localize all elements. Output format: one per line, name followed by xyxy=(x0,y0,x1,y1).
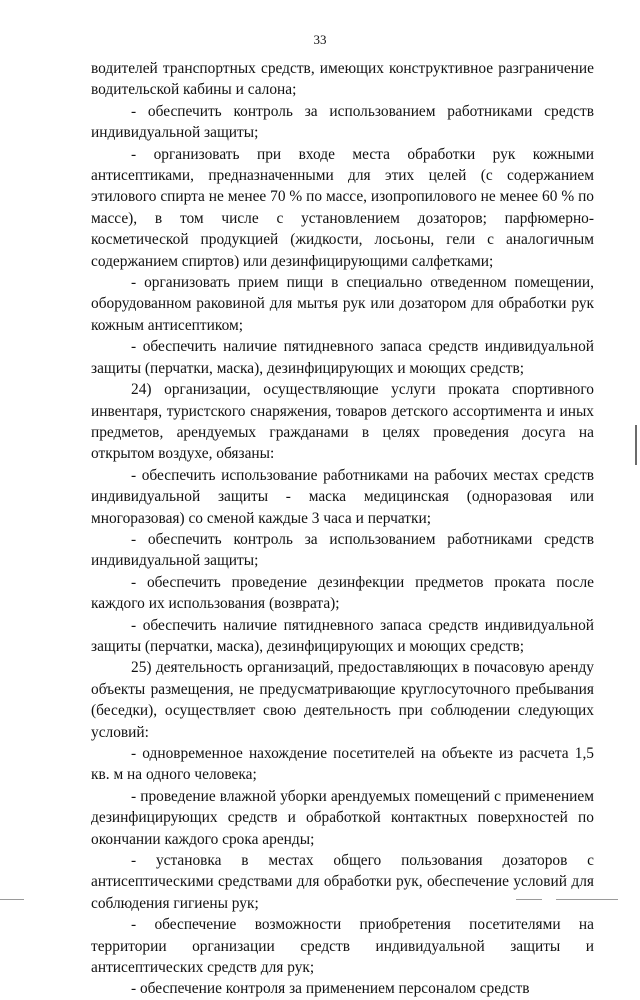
paragraph-1: водителей транспортных средств, имеющих конструктивное разграничение водительской кабины и салона; xyxy=(91,60,594,99)
paragraph-14: - установка в местах общего пользования дозаторов с антисептическими средствами для обработки рук, обеспечение условий для соблюдения гигиены рук; xyxy=(91,852,594,912)
paragraph-8: - обеспечить контроль за использованием работниками средств индивидуальной защиты; xyxy=(91,530,594,570)
paragraph-11: 25) деятельность организаций, предоставляющих в почасовую аренду объекты размещения, не предусматривающие круглосуточного пребывания (беседки), осуществляет свою деятельность при соблюдении следующих условий: xyxy=(91,659,594,741)
paragraph-2: - обеспечить контроль за использованием работниками средств индивидуальной защиты; xyxy=(91,102,594,142)
page-number: 33 xyxy=(313,32,327,47)
paragraph-13: - проведение влажной уборки арендуемых помещений с применением дезинфицирующих средств и обработкой контактных поверхностей по окончании каждого срока аренды; xyxy=(91,787,594,848)
paragraph-16: - обеспечение контроля за применением персоналом средств xyxy=(131,980,530,998)
paragraph-5: - обеспечить наличие пятидневного запаса средств индивидуальной защиты (перчатки, маска), дезинфицирующих и моющих средств; xyxy=(91,338,594,377)
paragraph-15: - обеспечение возможности приобретения посетителями на территории организации средств индивидуальной защиты и антисептических средств для рук; xyxy=(91,916,594,977)
scan-bottom-line xyxy=(556,899,618,900)
paragraph-12: - одновременное нахождение посетителей на объекте из расчета 1,5 кв. м на одного человека; xyxy=(91,745,594,784)
paragraph-6: 24) организации, осуществляющие услуги проката спортивного инвентаря, туристского снаряжения, товаров детского ассортимента и иных предметов, арендуемых гражданами в целях проведения досуга на открытом воздухе, обязаны: xyxy=(91,381,594,463)
body-text xyxy=(91,58,594,1000)
paragraph-3: - организовать при входе места обработки рук кожными антисептиками, предназначенными для этих целей (с содержанием этилового спирта не менее 70 % по массе, изопропилового не менее 60 % по массе), в том числе с установлением дозаторов; парфюмерно-косметической продукцией (жидкости, лосьоны, гели с аналогичным содержанием спиртов) или дезинфицирующими салфетками; xyxy=(91,145,594,270)
paragraph-4: - организовать прием пищи в специально отведенном помещении, оборудованном раковиной для мытья рук или дозатором для обработки рук кожным антисептиком; xyxy=(91,274,594,334)
paragraph-9: - обеспечить проведение дезинфекции предметов проката после каждого их использования (возврата); xyxy=(91,573,594,613)
scan-edge-mark xyxy=(635,425,637,465)
paragraph-7: - обеспечить использование работниками на рабочих местах средств индивидуальной защиты - маска медицинская (одноразовая или многоразовая) со сменой каждые 3 часа и перчатки; xyxy=(91,466,594,527)
paragraph-10: - обеспечить наличие пятидневного запаса средств индивидуальной защиты (перчатки, маска), дезинфицирующих и моющих средств; xyxy=(91,616,594,655)
scan-bottom-line xyxy=(0,899,24,900)
scan-bottom-line xyxy=(516,899,542,900)
